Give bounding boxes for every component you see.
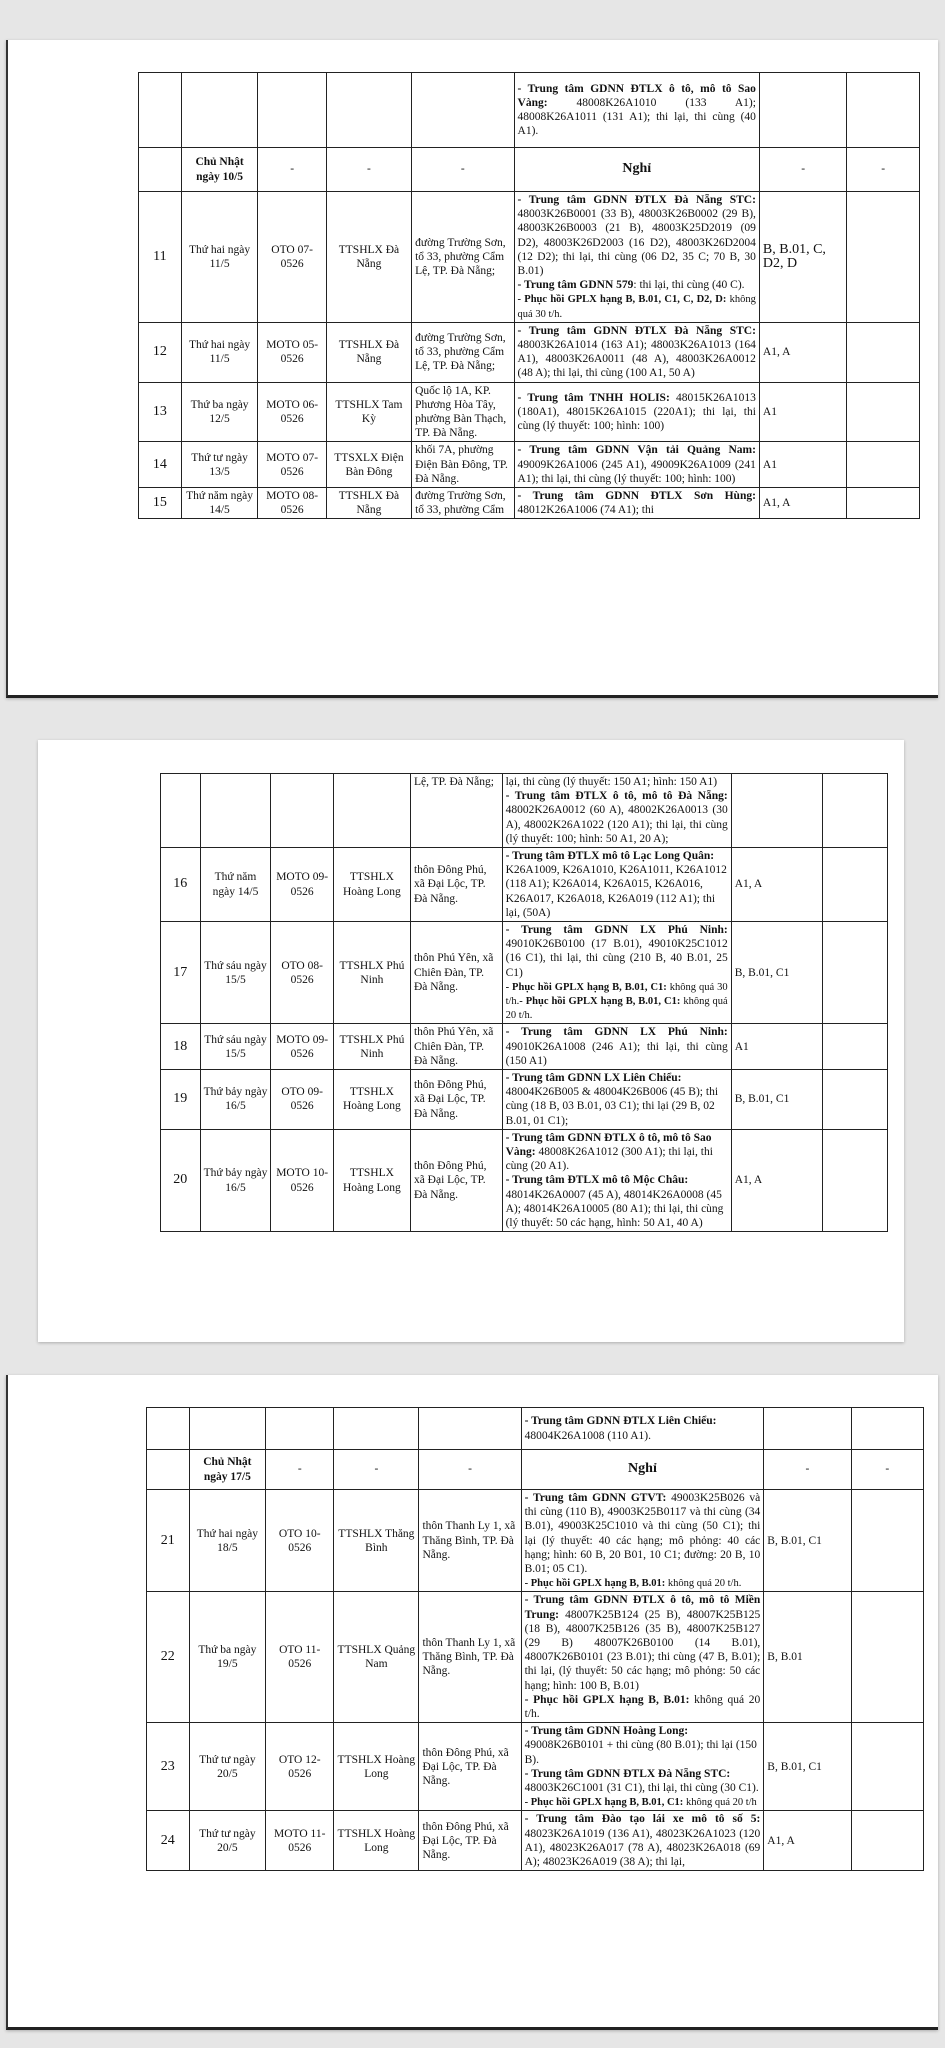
table-row [147, 1408, 924, 1450]
content-cell: - Trung tâm GDNN ĐTLX Sơn Hùng: 48012K26A1006 (74 A1); thi [514, 488, 759, 519]
table-row: 14 Thứ tư ngày 13/5 MOTO 07-0526 TTSXLX Điện Bàn Đông khối 7A, phường Điện Bàn Đông, TP. Đà Nẵng. - Trung tâm GDNN Vận tải Quảng Nam: 49009K26A1006 (245 A1), 49009K26A1009 (241 A1); thi lại, thi cùng (lý thuyết: 100; hình: 100) A1 [139, 442, 920, 488]
table-row: Lệ, TP. Đà Nẵng; lại, thi cùng (lý thuyết: 150 A1; hình: 150 A1) - Trung tâm ĐTLX ô tô, mô tô Đà Nẵng: 48002K26A0012 (60 A), 48002K26A0013 (30 A), 48002K26A1022 (120 A1); thi lại, thi cùng (lý thuyết: 100; hình: 50 A1, 20 A); [161, 774, 888, 848]
table-row-sunday: Chủ Nhật ngày 10/5 - - - Nghỉ - - [139, 148, 920, 192]
content-cell: - Trung tâm GDNN LX Liên Chiểu: 48004K26B005 & 48004K26B006 (45 B); thi cùng (18 B, 03 B.01, 03 C1); thi lại (29 B, 02 B.01, 01 C1); [502, 1070, 731, 1130]
table-row: 19 Thứ bảy ngày 16/5 OTO 09-0526 TTSHLX Hoàng Long thôn Đông Phú, xã Đại Lộc, TP. Đà Nẵng. - Trung tâm GDNN LX Liên Chiểu: 48004K26B005 & 48004K26B006 (45 B); thi cùng (18 B, 03 B.01, 03 C1); thi lại (29 B, 02 B.01, 01 C1); B, B.01, C1 [161, 1070, 888, 1130]
table-row: 20 Thứ bảy ngày 16/5 MOTO 10-0526 TTSHLX Hoàng Long thôn Đông Phú, xã Đại Lộc, TP. Đà Nẵng. - Trung tâm GDNN ĐTLX ô tô, mô tô Sao Vàng: 48008K26A1012 (300 A1); thi lại, thi cùng (20 A1). - Trung tâm ĐTLX mô tô Mộc Châu: 48014K26A0007 (45 A), 48014K26A0008 (45 A); 48014K26A10005 (80 A1); thi lại, thi cùng (lý thuyết: 50 các hạng, hình: 50 A1, 40 A) A1, A [161, 1129, 888, 1231]
content-cell: - Trung tâm GDNN ĐTLX ô tô, mô tô Miền Trung: 48007K25B124 (25 B), 48007K25B125 (18 B), 48007K25B126 (35 B), 48007K25B127 (29 B) 48007K26B0100 (14 B.01), 48007K26B0101 (23 B.01); thi cùng (47 B, B.01); thi lại, (lý thuyết: 50 các hạng; mô phỏng: 50 các hạng; hình: 100 B, B.01) - Phục hồi GPLX hạng B, B.01: không quá 20 t/h. [521, 1592, 764, 1723]
schedule-table-page-3 [146, 1407, 924, 1871]
content-cell: - Trung tâm GDNN Vận tải Quảng Nam: 49009K26A1006 (245 A1), 49009K26A1009 (241 A1); thi lại, thi cùng (lý thuyết: 100; hình: 100) [514, 442, 759, 488]
table-row: 11 Thứ hai ngày 11/5 OTO 07-0526 TTSHLX Đà Nẵng đường Trường Sơn, tổ 33, phường Cẩm Lệ, TP. Đà Nẵng; - Trung tâm GDNN ĐTLX Đà Nẵng STC: 48003K26B0001 (33 B), 48003K26B0002 (29 B), 48003K26B0003 (21 B), 48003K25D2019 (09 D2), 48003K26D2003 (16 D2), 48003K26D2004 (12 D2); thi lại, thi cùng (06 D2, 35 C; 70 B, 30 B.01) - Trung tâm GDNN 579: thi lại, thi cùng (40 C). - Phục hồi GPLX hạng B, B.01, C1, C, D2, D: không quá 30 t/h. B, B.01, C, D2, D [139, 192, 920, 323]
content-cell: - Trung tâm GDNN ĐTLX Đà Nẵng STC: 48003K26A1014 (163 A1); 48003K26A1013 (164 A1), 48003K26A0011 (48 A), 48003K26A0012 (48 A); thi lại, thi cùng (100 A1, 50 A) [514, 322, 759, 382]
schedule-table-page-2 [160, 773, 888, 1232]
day-cell: Chủ Nhật ngày 17/5 [189, 1450, 266, 1490]
table-row: 16 Thứ năm ngày 14/5 MOTO 09-0526 TTSHLX Hoàng Long thôn Đông Phú, xã Đại Lộc, TP. Đà Nẵng. - Trung tâm ĐTLX mô tô Lạc Long Quân: K26A1009, K26A1010, K26A1011, K26A1012 (118 A1); K26A014, K26A015, K26A016, K26A017, K26A018, K26A019 (112 A1); thi lại, (50A) A1, A [161, 848, 888, 922]
document-page-3 [6, 1375, 938, 2030]
document-page-2 [38, 740, 904, 1342]
day-off-label: Nghỉ [514, 148, 759, 192]
content-cell: - Trung tâm TNHH HOLIS: 48015K26A1013 (180A1), 48015K26A1015 (220A1); thi lại, thi cùng (lý thuyết: 100; hình: 100) [514, 382, 759, 442]
day-off-label: Nghỉ [521, 1450, 764, 1490]
content-cell: - Trung tâm GDNN LX Phú Ninh: 49010K26B0100 (17 B.01), 49010K25C1012 (16 C1), thi lại, thi cùng (210 B, 40 B.01, 25 C1) - Phục hồi GPLX hạng B, B.01, C1: không quá 30 t/h.- Phục hồi GPLX hạng B, B.01, C1: không quá 20 t/h. [502, 922, 731, 1024]
table-row: 15 Thứ năm ngày 14/5 MOTO 08-0526 TTSHLX Đà Nẵng đường Trường Sơn, tổ 33, phường Cẩm - Trung tâm GDNN ĐTLX Sơn Hùng: 48012K26A1006 (74 A1); thi A1, A [139, 488, 920, 519]
table-row: 24 Thứ tư ngày 20/5 MOTO 11-0526 TTSHLX Hoàng Long thôn Đông Phú, xã Đại Lộc, TP. Đà Nẵng. - Trung tâm Đào tạo lái xe mô tô số 5: 48023K26A1019 (136 A1), 48023K26A1023 (120 A1), 48023K26A017 (78 A), 48023K26A018 (69 A); 48023K26A019 (38 A); thi lại, A1, A [147, 1811, 924, 1871]
table-row: 21 Thứ hai ngày 18/5 OTO 10-0526 TTSHLX Thăng Bình thôn Thanh Ly 1, xã Thăng Bình, TP. Đà Nẵng. - Trung tâm GDNN GTVT: 49003K25B026 và thi cùng (110 B), 49003K25B0117 và thi cùng (34 B.01), 49003K25C1010 và thi cùng (50 C1); thi lại (lý thuyết: 40 các hạng; mô phỏng: 40 các hạng; hình: 60 B, 20 B01, 10 C1; đường: 20 B, 10 B.01; 05 C1). - Phục hồi GPLX hạng B, B.01: không quá 20 t/h. B, B.01, C1 [147, 1490, 924, 1592]
content-cell: - Trung tâm Đào tạo lái xe mô tô số 5: 48023K26A1019 (136 A1), 48023K26A1023 (120 A1), 48023K26A017 (78 A), 48023K26A018 (69 A); 48023K26A019 (38 A); thi lại, [521, 1811, 764, 1871]
content-cell: - Trung tâm GDNN ĐTLX ô tô, mô tô Sao Vàng: 48008K26A1012 (300 A1); thi lại, thi cùng (20 A1). - Trung tâm ĐTLX mô tô Mộc Châu: 48014K26A0007 (45 A), 48014K26A0008 (45 A); 48014K26A10005 (80 A1); thi lại, thi cùng (lý thuyết: 50 các hạng, hình: 50 A1, 40 A) [502, 1129, 731, 1231]
content-cell: - Trung tâm GDNN ĐTLX ô tô, mô tô Sao Vàng: 48008K26A1010 (133 A1); 48008K26A1011 (131 A1); thi lại, thi cùng (40 A1). [514, 73, 759, 148]
content-cell: - Trung tâm GDNN ĐTLX Liên Chiểu: 48004K26A1008 (110 A1). [521, 1408, 764, 1450]
content-cell: - Trung tâm GDNN Hoàng Long: 49008K26B0101 + thi cùng (80 B.01); thi lại (150 B). - Trung tâm GDNN ĐTLX Đà Nẵng STC: 48003K26C1001 (31 C1), thi lại, thi cùng (30 C1). - Phục hồi GPLX hạng B, B.01, C1: không quá 20 t/h [521, 1723, 764, 1811]
schedule-table-page-1 [138, 72, 920, 519]
content-cell: lại, thi cùng (lý thuyết: 150 A1; hình: 150 A1) - Trung tâm ĐTLX ô tô, mô tô Đà Nẵng: 48002K26A0012 (60 A), 48002K26A0013 (30 A), 48002K26A1022 (120 A1); thi lại, thi cùng (lý thuyết: 100; hình: 50 A1, 20 A); [502, 774, 731, 848]
content-cell: - Trung tâm GDNN ĐTLX Đà Nẵng STC: 48003K26B0001 (33 B), 48003K26B0002 (29 B), 48003K26B0003 (21 B), 48003K25D2019 (09 D2), 48003K26D2003 (16 D2), 48003K26D2004 (12 D2); thi lại, thi cùng (06 D2, 35 C; 70 B, 30 B.01) - Trung tâm GDNN 579: thi lại, thi cùng (40 C). - Phục hồi GPLX hạng B, B.01, C1, C, D2, D: không quá 30 t/h. [514, 192, 759, 323]
table-row-sunday: Chủ Nhật ngày 17/5 - - - Nghỉ - - [147, 1450, 924, 1490]
table-row: 17 Thứ sáu ngày 15/5 OTO 08-0526 TTSHLX Phú Ninh thôn Phú Yên, xã Chiên Đàn, TP. Đà Nẵng. - Trung tâm GDNN LX Phú Ninh: 49010K26B0100 (17 B.01), 49010K25C1012 (16 C1), thi lại, thi cùng (210 B, 40 B.01, 25 C1) - Phục hồi GPLX hạng B, B.01, C1: không quá 30 t/h.- Phục hồi GPLX hạng B, B.01, C1: không quá 20 t/h. B, B.01, C1 [161, 922, 888, 1024]
content-cell: - Trung tâm ĐTLX mô tô Lạc Long Quân: K26A1009, K26A1010, K26A1011, K26A1012 (118 A1); K26A014, K26A015, K26A016, K26A017, K26A018, K26A019 (112 A1); thi lại, (50A) [502, 848, 731, 922]
content-cell: - Trung tâm GDNN GTVT: 49003K25B026 và thi cùng (110 B), 49003K25B0117 và thi cùng (34 B.01), 49003K25C1010 và thi cùng (50 C1); thi lại (lý thuyết: 40 các hạng; mô phỏng: 40 các hạng; hình: 60 B, 20 B01, 10 C1; đường: 20 B, 10 B.01; 05 C1). - Phục hồi GPLX hạng B, B.01: không quá 20 t/h. [521, 1490, 764, 1592]
document-page-1 [6, 40, 938, 698]
content-cell: - Trung tâm GDNN LX Phú Ninh: 49010K26A1008 (246 A1); thi lại, thi cùng (150 A1) [502, 1024, 731, 1070]
day-cell: Chủ Nhật ngày 10/5 [181, 148, 258, 192]
table-row: 18 Thứ sáu ngày 15/5 MOTO 09-0526 TTSHLX Phú Ninh thôn Phú Yên, xã Chiên Đàn, TP. Đà Nẵng. - Trung tâm GDNN LX Phú Ninh: 49010K26A1008 (246 A1); thi lại, thi cùng (150 A1) A1 [161, 1024, 888, 1070]
table-row: 22 Thứ ba ngày 19/5 OTO 11-0526 TTSHLX Quảng Nam thôn Thanh Ly 1, xã Thăng Bình, TP. Đà Nẵng. - Trung tâm GDNN ĐTLX ô tô, mô tô Miền Trung: 48007K25B124 (25 B), 48007K25B125 (18 B), 48007K25B126 (35 B), 48007K25B127 (29 B) 48007K26B0100 (14 B.01), 48007K26B0101 (23 B.01); thi cùng (47 B, B.01); thi lại, (lý thuyết: 50 các hạng; mô phỏng: 50 các hạng; hình: 100 B, B.01) - Phục hồi GPLX hạng B, B.01: không quá 20 t/h. B, B.01 [147, 1592, 924, 1723]
table-row: 23 Thứ tư ngày 20/5 OTO 12-0526 TTSHLX Hoàng Long thôn Đông Phú, xã Đại Lộc, TP. Đà Nẵng. - Trung tâm GDNN Hoàng Long: 49008K26B0101 + thi cùng (80 B.01); thi lại (150 B). - Trung tâm GDNN ĐTLX Đà Nẵng STC: 48003K26C1001 (31 C1), thi lại, thi cùng (30 C1). - Phục hồi GPLX hạng B, B.01, C1: không quá 20 t/h B, B.01, C1 [147, 1723, 924, 1811]
table-row: 13 Thứ ba ngày 12/5 MOTO 06-0526 TTSHLX Tam Kỳ Quốc lộ 1A, KP. Phương Hòa Tây, phường Bàn Thạch, TP. Đà Nẵng. - Trung tâm TNHH HOLIS: 48015K26A1013 (180A1), 48015K26A1015 (220A1); thi lại, thi cùng (lý thuyết: 100; hình: 100) A1 [139, 382, 920, 442]
table-row [139, 73, 920, 148]
table-row: 12 Thứ hai ngày 11/5 MOTO 05-0526 TTSHLX Đà Nẵng đường Trường Sơn, tổ 33, phường Cẩm Lệ, TP. Đà Nẵng; - Trung tâm GDNN ĐTLX Đà Nẵng STC: 48003K26A1014 (163 A1); 48003K26A1013 (164 A1), 48003K26A0011 (48 A), 48003K26A0012 (48 A); thi lại, thi cùng (100 A1, 50 A) A1, A [139, 322, 920, 382]
